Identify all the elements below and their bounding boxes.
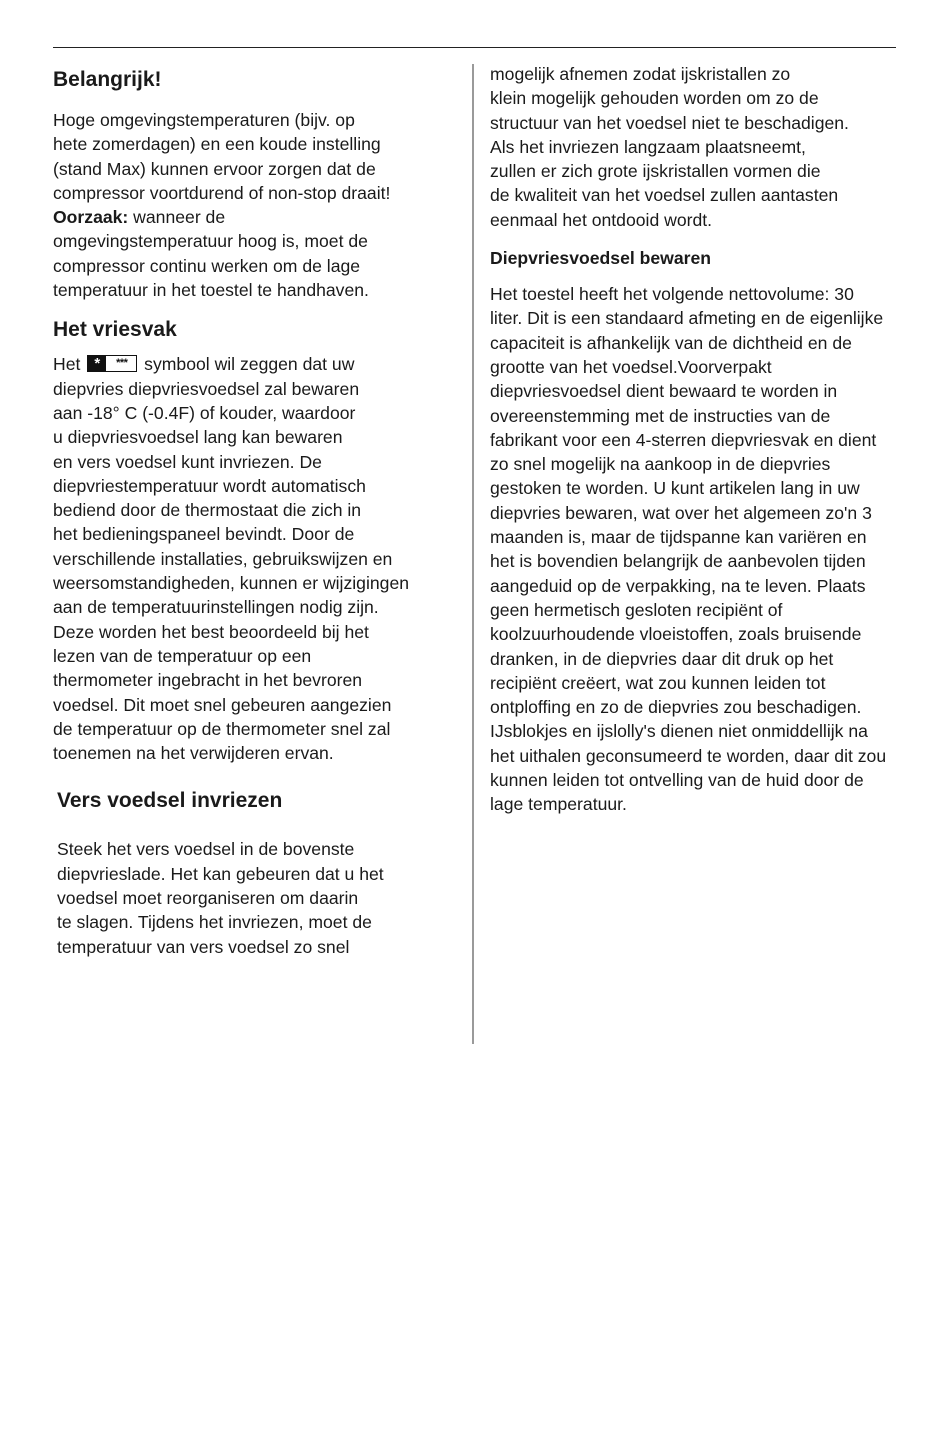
oorzaak-line <box>53 205 463 229</box>
text-line: IJsblokjes en ijslolly's dienen niet onmiddellijk na <box>490 721 868 742</box>
text-line: toenemen na het verwijderen ervan. <box>53 743 334 764</box>
four-star-freezer-icon <box>87 355 137 372</box>
top-rule <box>53 47 896 48</box>
text-line: compressor continu werken om de lage <box>53 255 361 276</box>
text-line: koolzuurhoudende vloeistoffen, zoals bruisende <box>490 624 862 645</box>
text-line: diepvries diepvriesvoedsel zal bewaren <box>53 378 360 399</box>
text-line: Deze worden het best beoordeeld bij het <box>53 621 369 642</box>
text-line: diepvrieslade. Het kan gebeuren dat u het <box>57 863 384 884</box>
text-line: diepvriestemperatuur wordt automatisch <box>53 475 366 496</box>
text-line: voedsel. Dit moet snel gebeuren aangezien <box>53 694 392 715</box>
text-line: temperatuur in het toestel te handhaven. <box>53 280 369 301</box>
text-line: aan de temperatuurinstellingen nodig zijn. <box>53 597 379 618</box>
text-line: capaciteit is afhankelijk van de dichtheid en de <box>490 332 852 353</box>
text-line: klein mogelijk gehouden worden om zo de <box>490 88 819 109</box>
text-line: bediend door de thermostaat die zich in <box>53 500 362 521</box>
heading-diepvriesvoedsel-bewaren: Diepvriesvoedsel bewaren <box>490 248 712 269</box>
heading-belangrijk: Belangrijk! <box>53 68 162 91</box>
text-line: omgevingstemperatuur hoog is, moet de <box>53 231 368 252</box>
text-fragment: Het <box>53 354 86 375</box>
text-line: grootte van het voedsel.Voorverpakt <box>490 356 772 377</box>
text-line: aan -18° C (-0.4F) of kouder, waardoor <box>53 402 356 423</box>
freezer-icon-star: * <box>88 356 106 371</box>
text-line: liter. Dit is een standaard afmeting en de eigenlijke <box>490 308 884 329</box>
column-divider <box>472 64 474 1044</box>
text-line: overeenstemming met de instructies van de <box>490 405 831 426</box>
text-line: (stand Max) kunnen ervoor zorgen dat de <box>53 158 376 179</box>
text-line: maanden is, maar de tijdspanne kan variëren en <box>490 527 867 548</box>
paragraph-vriesvak <box>53 352 463 765</box>
text-line-with-symbol <box>53 352 463 376</box>
text-line: structuur van het voedsel niet te beschadigen. <box>490 112 849 133</box>
text-line: recipiënt creëert, wat zou kunnen leiden tot <box>490 672 826 693</box>
text-line: te slagen. Tijdens het invriezen, moet de <box>57 912 372 933</box>
text-line: dranken, in de diepvries daar dit druk op het <box>490 648 834 669</box>
text-line: fabrikant voor een 4-sterren diepvriesvak en dient <box>490 429 877 450</box>
text-line: mogelijk afnemen zodat ijskristallen zo <box>490 64 791 84</box>
paragraph-belangrijk <box>53 108 463 302</box>
right-column <box>490 62 946 817</box>
text-line: het uithalen geconsumeerd te worden, daar dit zou <box>490 745 887 766</box>
text-line: diepvries bewaren, wat over het algemeen zo'n 3 <box>490 502 872 523</box>
text-line: zullen er zich grote ijskristallen vormen die <box>490 161 821 182</box>
oorzaak-text: wanneer de <box>128 207 226 228</box>
text-line: diepvriesvoedsel dient bewaard te worden in <box>490 381 838 402</box>
text-line: u diepvriesvoedsel lang kan bewaren <box>53 427 343 448</box>
text-line: lage temperatuur. <box>490 794 627 815</box>
text-line: compressor voortdurend of non-stop draait! <box>53 182 391 203</box>
text-fragment: symbool wil zeggen dat uw <box>139 354 355 375</box>
text-line: eenmaal het ontdooid wordt. <box>490 209 713 230</box>
text-line: het is bovendien belangrijk de aanbevolen tijden <box>490 551 866 572</box>
text-line: hete zomerdagen) en een koude instelling <box>53 134 381 155</box>
text-line: thermometer ingebracht in het bevroren <box>53 670 363 691</box>
left-column <box>53 62 463 959</box>
text-line: temperatuur van vers voedsel zo snel <box>57 936 350 957</box>
text-line: aangeduid op de verpakking, na te leven. Plaats <box>490 575 866 596</box>
freezer-icon-stars: *** <box>116 357 128 370</box>
text-line: Het toestel heeft het volgende nettovolume: 30 <box>490 284 854 305</box>
text-line: weersomstandigheden, kunnen er wijzigingen <box>53 573 410 594</box>
heading-vriesvak: Het vriesvak <box>53 318 177 342</box>
text-line: de temperatuur op de thermometer snel zal <box>53 718 391 739</box>
paragraph-vers-voedsel <box>57 837 463 958</box>
text-line: de kwaliteit van het voedsel zullen aantasten <box>490 185 839 206</box>
text-line: lezen van de temperatuur op een <box>53 645 312 666</box>
text-line: verschillende installaties, gebruikswijzen en <box>53 548 393 569</box>
text-line: kunnen leiden tot ontvelling van de huid door de <box>490 770 864 791</box>
paragraph-continuation <box>490 62 946 232</box>
text-line: zo snel mogelijk na aankoop in de diepvries <box>490 454 831 475</box>
text-line: het bedieningspaneel bevindt. Door de <box>53 524 355 545</box>
paragraph-diepvriesvoedsel-bewaren <box>490 282 946 817</box>
text-line: voedsel moet reorganiseren om daarin <box>57 888 359 909</box>
text-line: en vers voedsel kunt invriezen. De <box>53 451 322 472</box>
text-line: Hoge omgevingstemperaturen (bijv. op <box>53 110 355 130</box>
text-line: ontploffing en zo de diepvries zou beschadigen. <box>490 697 862 718</box>
heading-vers-voedsel: Vers voedsel invriezen <box>57 789 283 813</box>
text-line: Als het invriezen langzaam plaatsneemt, <box>490 136 806 157</box>
oorzaak-label: Oorzaak: <box>53 207 129 228</box>
text-line: geen hermetisch gesloten recipiënt of <box>490 599 783 620</box>
text-line: Steek het vers voedsel in de bovenste <box>57 839 355 860</box>
text-line: gestoken te worden. U kunt artikelen lang in uw <box>490 478 860 499</box>
